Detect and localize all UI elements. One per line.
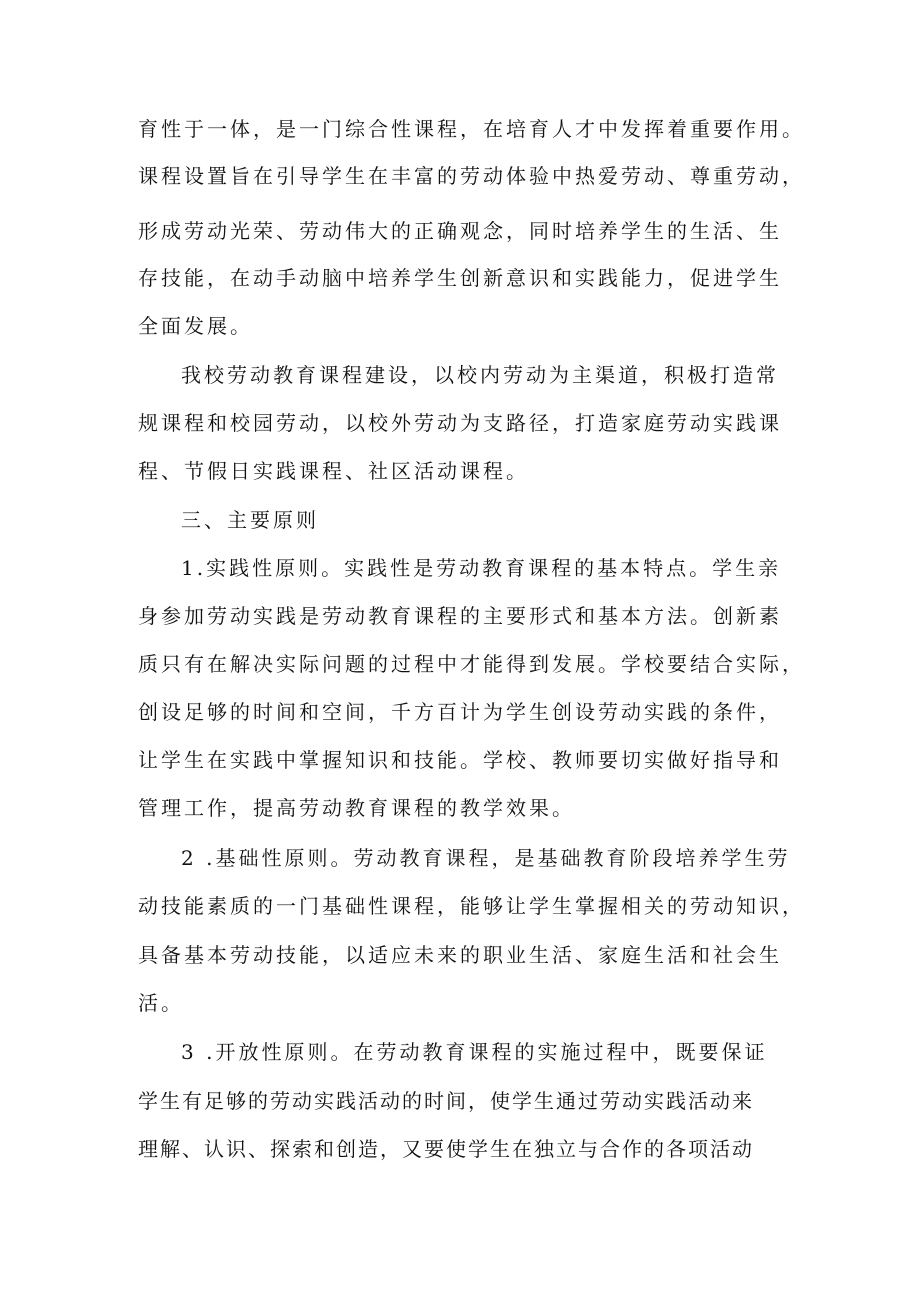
text-line: 存技能，在动手动脑中培养学生创新意识和实践能力，促进学生	[138, 266, 782, 290]
text-line: 我校劳动教育课程建设，以校内劳动为主渠道，积极打造常	[181, 363, 779, 387]
text-line: 2 .基础性原则。劳动教育课程，是基础教育阶段培养学生劳	[181, 846, 791, 870]
text-line: 活。	[138, 991, 184, 1015]
text-line: 规课程和校园劳动，以校外劳动为支路径，打造家庭劳动实践课	[138, 411, 782, 435]
text-line: 理解、认识、探索和创造，又要使学生在独立与合作的各项活动	[138, 1137, 754, 1161]
text-line: 动技能素质的一门基础性课程，能够让学生掌握相关的劳动知识，	[138, 894, 805, 918]
text-line: 具备基本劳动技能，以适应未来的职业生活、家庭生活和社会生	[138, 943, 782, 967]
text-line: 让学生在实践中掌握知识和技能。学校、教师要切实做好指导和	[138, 748, 782, 772]
text-line: 1.实践性原则。实践性是劳动教育课程的基本特点。学生亲	[181, 556, 782, 580]
text-line: 身参加劳动实践是劳动教育课程的主要形式和基本方法。创新素	[138, 604, 782, 628]
text-line: 质只有在解决实际问题的过程中才能得到发展。学校要结合实际，	[138, 652, 805, 676]
text-line: 管理工作，提高劳动教育课程的教学效果。	[138, 796, 575, 820]
text-line: 全面发展。	[138, 314, 253, 338]
text-line: 形成劳动光荣、劳动伟大的正确观念，同时培养学生的生活、生	[138, 219, 782, 243]
text-line: 育性于一体，是一门综合性课程，在培育人才中发挥着重要作用。	[138, 117, 805, 141]
section-heading: 三、主要原则	[181, 508, 319, 532]
text-line: 课程设置旨在引导学生在丰富的劳动体验中热爱劳动、尊重劳动，	[138, 164, 805, 188]
text-line: 学生有足够的劳动实践活动的时间，使学生通过劳动实践活动来	[138, 1089, 754, 1113]
text-line: 程、节假日实践课程、社区活动课程。	[138, 459, 529, 483]
text-line: 创设足够的时间和空间，千方百计为学生创设劳动实践的条件，	[138, 700, 782, 724]
text-line: 3 .开放性原则。在劳动教育课程的实施过程中，既要保证	[181, 1040, 768, 1064]
